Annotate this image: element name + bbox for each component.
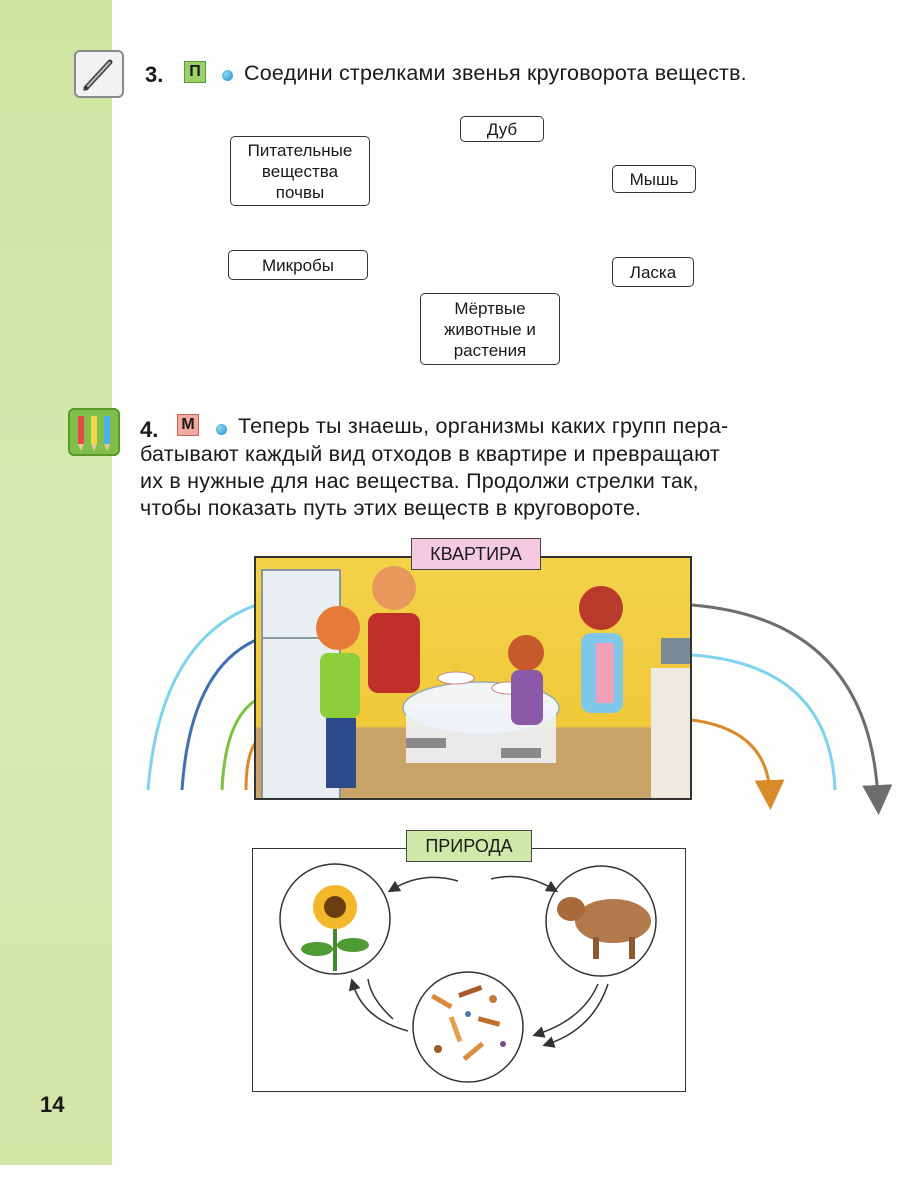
term-weasel[interactable]: Ласка	[612, 257, 694, 287]
girl-head-icon	[508, 635, 544, 671]
father-head-icon	[372, 566, 416, 610]
task4-line-3: их в нужные для нас вещества. Продолжи стрелки так,	[140, 469, 699, 493]
task3-number: 3.	[145, 62, 164, 87]
plate-icon	[438, 672, 474, 684]
task3-text: Соедини стрелками звенья круговорота веществ.	[244, 61, 747, 85]
apartment-label: КВАРТИРА	[411, 538, 541, 570]
term-mouse[interactable]: Мышь	[612, 165, 696, 193]
nature-label: ПРИРОДА	[406, 830, 532, 862]
task4-badge: М	[177, 414, 199, 436]
apartment-illustration	[254, 556, 692, 800]
task4-line-2: батывают каждый вид отходов в квартире и превращают	[140, 442, 720, 466]
task4-line-1: Теперь ты знаешь, организмы каких групп пера-	[238, 414, 729, 438]
mother-head-icon	[579, 586, 623, 630]
page-number: 14	[40, 1092, 65, 1117]
nature-cycle-box	[252, 848, 686, 1092]
boy-head-icon	[316, 606, 360, 650]
arrow-orange-right	[692, 720, 770, 795]
task4-line-4: чтобы показать путь этих веществ в круговороте.	[140, 496, 642, 520]
task3-badge: П	[184, 61, 206, 83]
term-oak[interactable]: Дуб	[460, 116, 544, 142]
arrow-light-blue-right	[692, 655, 835, 790]
arrow-green-left	[222, 700, 256, 790]
task4-number: 4.	[140, 417, 159, 442]
arrow-blue-left	[182, 640, 256, 790]
term-dead-organisms[interactable]: Мёртвые животные и растения	[420, 293, 560, 365]
arrow-gray-right	[692, 605, 878, 800]
term-microbes[interactable]: Микробы	[228, 250, 368, 280]
term-nutrients[interactable]: Питательные вещества почвы	[230, 136, 370, 206]
microbes-icon	[413, 972, 523, 1082]
pot-icon	[661, 638, 691, 664]
